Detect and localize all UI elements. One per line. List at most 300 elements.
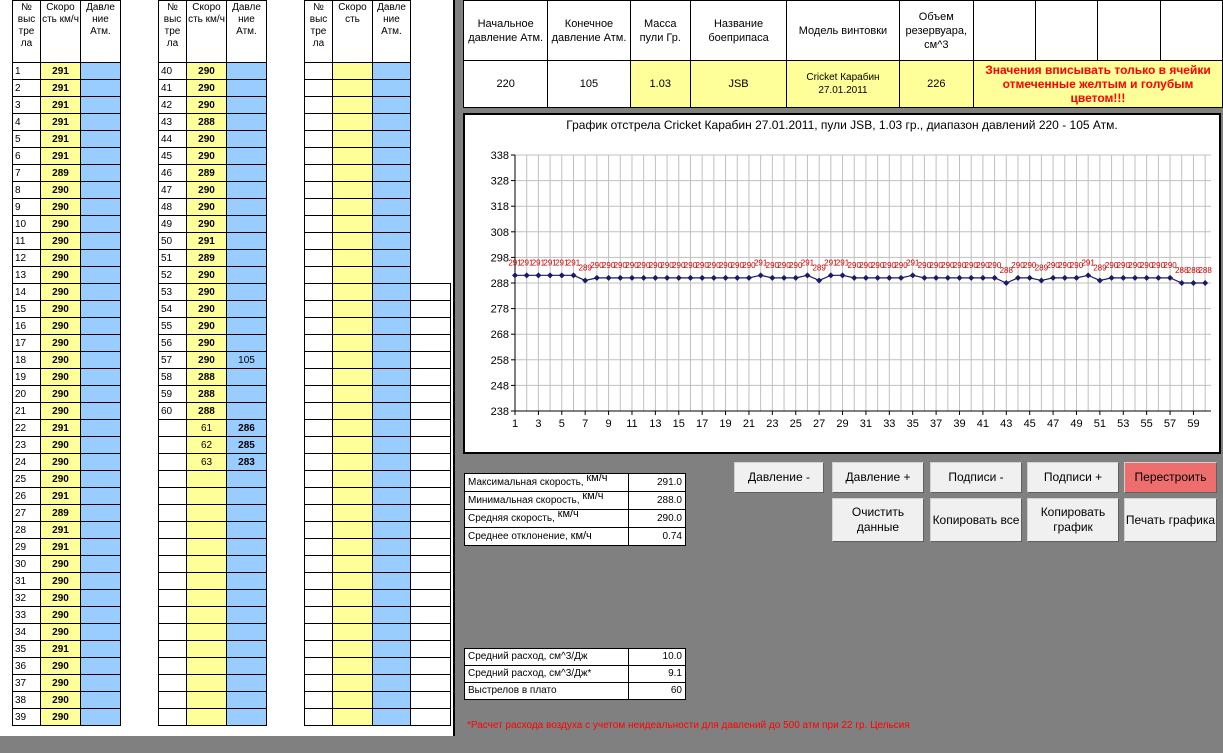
shot-speed-cell[interactable]: 291: [41, 539, 81, 556]
shot-speed-cell[interactable]: [333, 233, 373, 250]
shot-pressure-cell[interactable]: [373, 284, 411, 301]
shot-speed-cell[interactable]: 290: [41, 454, 81, 471]
shot-pressure-cell[interactable]: [227, 573, 267, 590]
shot-number: 32: [13, 590, 41, 607]
shot-speed-cell[interactable]: [333, 573, 373, 590]
spacer: [267, 233, 305, 250]
shot-pressure-cell[interactable]: [81, 454, 121, 471]
shot-speed-cell[interactable]: [333, 352, 373, 369]
shot-speed-cell[interactable]: 289: [41, 505, 81, 522]
shot-speed-cell[interactable]: 290: [41, 318, 81, 335]
shot-speed-cell[interactable]: 289: [41, 165, 81, 182]
shot-speed-cell[interactable]: 290: [41, 556, 81, 573]
data-point: [851, 275, 857, 281]
spacer: [267, 590, 305, 607]
shot-speed-cell[interactable]: [187, 658, 227, 675]
consumption-table: [464, 648, 686, 700]
x-tick-label: 29: [836, 418, 849, 430]
empty-cell: [1098, 1, 1160, 61]
spacer: [411, 709, 451, 726]
shot-speed-cell[interactable]: [187, 539, 227, 556]
shot-speed-cell[interactable]: [333, 148, 373, 165]
shot-pressure-cell[interactable]: [227, 403, 267, 420]
shot-pressure-cell[interactable]: [373, 250, 411, 267]
shot-speed-cell[interactable]: 290: [41, 590, 81, 607]
shot-pressure-cell[interactable]: [81, 607, 121, 624]
shot-pressure-cell[interactable]: [227, 267, 267, 284]
spacer: [411, 182, 451, 199]
shot-speed-cell[interactable]: [333, 114, 373, 131]
shot-speed-cell[interactable]: 290: [41, 250, 81, 267]
param-tank-volume[interactable]: 226: [899, 61, 973, 108]
shot-pressure-cell[interactable]: [227, 63, 267, 80]
shot-speed-cell[interactable]: 290: [187, 182, 227, 199]
shot-pressure-cell[interactable]: [227, 284, 267, 301]
shot-speed-cell[interactable]: 290: [41, 709, 81, 726]
shot-speed-cell[interactable]: 290: [41, 624, 81, 641]
print-chart-button[interactable]: Печать графика: [1124, 498, 1217, 542]
spacer: [411, 335, 451, 352]
shot-number: [159, 420, 187, 437]
shot-pressure-cell[interactable]: [81, 80, 121, 97]
shot-speed-cell[interactable]: 290: [187, 267, 227, 284]
shot-pressure-cell[interactable]: [227, 522, 267, 539]
param-rifle-model[interactable]: Cricket Карабин 27.01.2011: [787, 61, 899, 108]
spacer: [267, 641, 305, 658]
shot-speed-cell[interactable]: 290: [187, 148, 227, 165]
data-label: 288: [1175, 266, 1189, 275]
shot-speed-cell[interactable]: [333, 556, 373, 573]
shot-pressure-cell[interactable]: [373, 80, 411, 97]
shot-speed-cell[interactable]: 291: [41, 80, 81, 97]
shot-speed-cell[interactable]: 290: [41, 233, 81, 250]
shot-pressure-cell[interactable]: [373, 420, 411, 437]
shot-speed-cell[interactable]: 290: [41, 284, 81, 301]
shot-pressure-cell[interactable]: [373, 590, 411, 607]
shot-pressure-cell[interactable]: [227, 199, 267, 216]
data-point: [957, 275, 963, 281]
shot-pressure-cell[interactable]: [81, 488, 121, 505]
shot-pressure-cell[interactable]: [81, 386, 121, 403]
shot-speed-cell[interactable]: [333, 675, 373, 692]
labels-plus-button[interactable]: Подписи +: [1027, 462, 1119, 493]
shot-speed-cell[interactable]: 291: [41, 420, 81, 437]
shot-speed-cell[interactable]: 62: [187, 437, 227, 454]
shot-pressure-cell[interactable]: [81, 182, 121, 199]
rebuild-button[interactable]: Перестроить: [1124, 462, 1217, 493]
shot-speed-cell[interactable]: 291: [41, 522, 81, 539]
spacer: [411, 488, 451, 505]
shot-number: [305, 386, 333, 403]
shot-speed-cell[interactable]: 288: [187, 369, 227, 386]
clear-data-button[interactable]: Очистить данные: [832, 498, 924, 542]
shot-pressure-cell[interactable]: [227, 131, 267, 148]
x-tick-label: 1: [511, 418, 519, 430]
shot-pressure-cell[interactable]: [227, 335, 267, 352]
x-tick-label: 17: [696, 418, 709, 430]
shot-pressure-cell[interactable]: [373, 471, 411, 488]
shot-speed-cell[interactable]: 290: [187, 199, 227, 216]
shot-pressure-cell[interactable]: [81, 97, 121, 114]
shot-speed-cell[interactable]: [333, 420, 373, 437]
shot-speed-cell[interactable]: [187, 590, 227, 607]
shot-speed-cell[interactable]: 289: [187, 165, 227, 182]
shot-pressure-cell[interactable]: [373, 539, 411, 556]
table-row: [13, 318, 451, 335]
shot-speed-cell[interactable]: 290: [41, 675, 81, 692]
shot-speed-cell[interactable]: [333, 199, 373, 216]
shot-pressure-cell[interactable]: [227, 607, 267, 624]
shot-speed-cell[interactable]: 290: [187, 63, 227, 80]
shot-pressure-cell[interactable]: [373, 658, 411, 675]
data-label: 291: [753, 258, 768, 268]
shot-pressure-cell[interactable]: [373, 369, 411, 386]
param-bullet-mass[interactable]: 1.03: [630, 61, 690, 108]
shot-speed-cell[interactable]: 290: [41, 607, 81, 624]
shot-speed-cell[interactable]: [333, 624, 373, 641]
shot-number: 30: [13, 556, 41, 573]
data-point: [840, 272, 846, 278]
shot-pressure-cell[interactable]: [81, 403, 121, 420]
shot-pressure-cell[interactable]: [227, 556, 267, 573]
shot-pressure-cell[interactable]: [373, 709, 411, 726]
shot-speed-cell[interactable]: [333, 607, 373, 624]
param-start-pressure[interactable]: 220: [464, 61, 548, 108]
shot-pressure-cell[interactable]: [81, 641, 121, 658]
shot-speed-cell[interactable]: [333, 454, 373, 471]
shot-speed-cell[interactable]: 290: [187, 352, 227, 369]
shot-pressure-cell[interactable]: [81, 556, 121, 573]
shot-speed-cell[interactable]: [187, 573, 227, 590]
spacer: [267, 131, 305, 148]
shot-speed-cell[interactable]: [333, 80, 373, 97]
shot-pressure-cell[interactable]: [81, 471, 121, 488]
shot-pressure-cell[interactable]: 283: [227, 454, 267, 471]
data-point: [641, 275, 647, 281]
shot-speed-cell[interactable]: [333, 250, 373, 267]
param-end-pressure[interactable]: 105: [548, 61, 630, 108]
shot-pressure-cell[interactable]: [373, 97, 411, 114]
spacer: [267, 624, 305, 641]
shot-speed-cell[interactable]: 290: [187, 131, 227, 148]
shot-speed-cell[interactable]: [333, 709, 373, 726]
shot-pressure-cell[interactable]: [373, 454, 411, 471]
shot-pressure-cell[interactable]: [373, 505, 411, 522]
shot-pressure-cell[interactable]: [373, 301, 411, 318]
shot-pressure-cell[interactable]: [227, 369, 267, 386]
x-tick-label: 23: [766, 418, 779, 430]
shot-pressure-cell[interactable]: [81, 131, 121, 148]
shot-speed-cell[interactable]: [333, 301, 373, 318]
shot-pressure-cell[interactable]: [373, 488, 411, 505]
x-tick-label: 43: [1000, 418, 1013, 430]
shot-pressure-cell[interactable]: [81, 165, 121, 182]
shot-pressure-cell[interactable]: [81, 148, 121, 165]
shot-number: [305, 658, 333, 675]
shot-pressure-cell[interactable]: [227, 318, 267, 335]
shot-pressure-cell[interactable]: [227, 675, 267, 692]
shot-speed-cell[interactable]: 290: [41, 216, 81, 233]
shot-pressure-cell[interactable]: [227, 114, 267, 131]
shot-pressure-cell[interactable]: 105: [227, 352, 267, 369]
shot-pressure-cell[interactable]: [227, 301, 267, 318]
shot-speed-cell[interactable]: 290: [187, 335, 227, 352]
shot-number: 46: [159, 165, 187, 182]
shot-speed-cell[interactable]: 290: [41, 182, 81, 199]
table-row: [13, 284, 451, 301]
shot-number: 60: [159, 403, 187, 420]
shot-speed-cell[interactable]: 290: [41, 658, 81, 675]
shot-speed-cell[interactable]: [333, 437, 373, 454]
shot-pressure-cell[interactable]: [227, 488, 267, 505]
shot-speed-cell[interactable]: 290: [187, 318, 227, 335]
shot-pressure-cell[interactable]: [81, 318, 121, 335]
pressure-plus-button[interactable]: Давление +: [832, 462, 924, 493]
shot-speed-cell[interactable]: 290: [41, 352, 81, 369]
shot-speed-cell[interactable]: 290: [187, 301, 227, 318]
shot-number: 12: [13, 250, 41, 267]
data-point: [1190, 280, 1196, 286]
shot-speed-cell[interactable]: [333, 165, 373, 182]
shot-pressure-cell[interactable]: [81, 573, 121, 590]
shot-speed-cell[interactable]: [333, 335, 373, 352]
table-row: [13, 624, 451, 641]
data-point: [1202, 280, 1208, 286]
shot-pressure-cell[interactable]: [373, 352, 411, 369]
shot-pressure-cell[interactable]: [227, 471, 267, 488]
shot-pressure-cell[interactable]: [373, 165, 411, 182]
shot-pressure-cell[interactable]: [373, 63, 411, 80]
shot-speed-cell[interactable]: 290: [187, 284, 227, 301]
shot-speed-cell[interactable]: 288: [187, 386, 227, 403]
shot-speed-cell[interactable]: [333, 692, 373, 709]
spacer: [267, 437, 305, 454]
shot-pressure-cell[interactable]: [227, 658, 267, 675]
shot-pressure-cell[interactable]: [373, 556, 411, 573]
shot-speed-cell[interactable]: [333, 522, 373, 539]
shot-speed-cell[interactable]: [333, 539, 373, 556]
shot-number: [305, 335, 333, 352]
shot-speed-cell[interactable]: 290: [41, 471, 81, 488]
shot-speed-cell[interactable]: 290: [41, 437, 81, 454]
shot-speed-cell[interactable]: 290: [41, 301, 81, 318]
shot-pressure-cell[interactable]: [81, 114, 121, 131]
shot-speed-cell[interactable]: 291: [41, 488, 81, 505]
shot-pressure-cell[interactable]: [373, 437, 411, 454]
shot-pressure-cell[interactable]: [81, 199, 121, 216]
shot-speed-cell[interactable]: 290: [41, 403, 81, 420]
shot-pressure-cell[interactable]: [373, 114, 411, 131]
shot-speed-cell[interactable]: [187, 624, 227, 641]
shot-pressure-cell[interactable]: [81, 420, 121, 437]
shot-pressure-cell[interactable]: [373, 335, 411, 352]
param-ammo-name[interactable]: JSB: [690, 61, 786, 108]
data-point: [804, 272, 810, 278]
shot-pressure-cell[interactable]: [81, 369, 121, 386]
shot-pressure-cell[interactable]: [227, 505, 267, 522]
shot-pressure-cell[interactable]: [81, 624, 121, 641]
shot-pressure-cell[interactable]: [373, 573, 411, 590]
shot-speed-cell[interactable]: [333, 658, 373, 675]
shot-pressure-cell[interactable]: [227, 641, 267, 658]
shot-pressure-cell[interactable]: [373, 607, 411, 624]
shot-speed-cell[interactable]: [187, 488, 227, 505]
shot-pressure-cell[interactable]: [227, 590, 267, 607]
shot-number: 11: [13, 233, 41, 250]
shot-pressure-cell[interactable]: [81, 267, 121, 284]
shot-pressure-cell[interactable]: [373, 233, 411, 250]
shot-pressure-cell[interactable]: [373, 522, 411, 539]
shot-pressure-cell[interactable]: [81, 437, 121, 454]
data-label: 289: [1034, 263, 1049, 273]
shot-pressure-cell[interactable]: [81, 522, 121, 539]
shot-speed-cell[interactable]: [333, 505, 373, 522]
shot-pressure-cell[interactable]: [373, 692, 411, 709]
shot-speed-cell[interactable]: [333, 131, 373, 148]
shot-speed-cell[interactable]: [333, 488, 373, 505]
shot-pressure-cell[interactable]: [373, 318, 411, 335]
shot-speed-cell[interactable]: 291: [187, 233, 227, 250]
shot-pressure-cell[interactable]: [373, 624, 411, 641]
shot-speed-cell[interactable]: 290: [187, 97, 227, 114]
shot-speed-cell[interactable]: 290: [41, 267, 81, 284]
shot-pressure-cell[interactable]: [227, 80, 267, 97]
shot-pressure-cell[interactable]: [227, 182, 267, 199]
shot-pressure-cell[interactable]: [227, 165, 267, 182]
shot-speed-cell[interactable]: [187, 607, 227, 624]
shot-pressure-cell[interactable]: 285: [227, 437, 267, 454]
shot-pressure-cell[interactable]: [373, 182, 411, 199]
shot-speed-cell[interactable]: [333, 403, 373, 420]
shot-pressure-cell[interactable]: [81, 216, 121, 233]
shot-speed-cell[interactable]: 288: [187, 114, 227, 131]
shot-speed-cell[interactable]: [187, 709, 227, 726]
shot-speed-cell[interactable]: [187, 556, 227, 573]
shot-pressure-cell[interactable]: [81, 590, 121, 607]
shot-pressure-cell[interactable]: [81, 709, 121, 726]
shot-pressure-cell[interactable]: [227, 692, 267, 709]
shot-speed-cell[interactable]: [333, 216, 373, 233]
shot-speed-cell[interactable]: 61: [187, 420, 227, 437]
shot-speed-cell[interactable]: [187, 692, 227, 709]
shot-pressure-cell[interactable]: [373, 403, 411, 420]
shot-speed-cell[interactable]: [333, 267, 373, 284]
x-tick-label: 39: [953, 418, 966, 430]
shot-pressure-cell[interactable]: [81, 63, 121, 80]
shot-speed-cell[interactable]: 291: [41, 63, 81, 80]
x-tick-label: 19: [719, 418, 732, 430]
shot-pressure-cell[interactable]: [227, 709, 267, 726]
pressure-minus-button[interactable]: Давление -: [734, 462, 824, 493]
shot-speed-cell[interactable]: 290: [187, 80, 227, 97]
shot-speed-cell[interactable]: [333, 284, 373, 301]
shot-pressure-cell[interactable]: [227, 250, 267, 267]
shot-speed-cell[interactable]: 290: [41, 573, 81, 590]
shot-pressure-cell[interactable]: [373, 386, 411, 403]
shot-speed-cell[interactable]: 290: [41, 335, 81, 352]
shot-speed-cell[interactable]: [333, 590, 373, 607]
labels-minus-button[interactable]: Подписи -: [930, 462, 1022, 493]
shot-pressure-cell[interactable]: [373, 199, 411, 216]
shot-pressure-cell[interactable]: [227, 216, 267, 233]
shot-pressure-cell[interactable]: [81, 352, 121, 369]
shot-speed-cell[interactable]: [333, 97, 373, 114]
shot-speed-cell[interactable]: 291: [41, 97, 81, 114]
shot-speed-cell[interactable]: 291: [41, 148, 81, 165]
shot-speed-cell[interactable]: 290: [41, 199, 81, 216]
shot-pressure-cell[interactable]: [81, 658, 121, 675]
shot-pressure-cell[interactable]: [81, 284, 121, 301]
shot-speed-cell[interactable]: 288: [187, 403, 227, 420]
x-tick-label: 9: [605, 418, 612, 430]
shot-pressure-cell[interactable]: [81, 692, 121, 709]
shot-pressure-cell[interactable]: [373, 131, 411, 148]
copy-all-button[interactable]: Копировать все: [930, 498, 1022, 542]
shot-pressure-cell[interactable]: [227, 386, 267, 403]
shot-speed-cell[interactable]: [187, 641, 227, 658]
shot-speed-cell[interactable]: [187, 522, 227, 539]
shot-pressure-cell[interactable]: [227, 539, 267, 556]
shot-pressure-cell[interactable]: [81, 250, 121, 267]
spacer: [267, 1, 305, 63]
shot-pressure-cell[interactable]: [81, 335, 121, 352]
shot-pressure-cell[interactable]: [227, 624, 267, 641]
shot-speed-cell[interactable]: [187, 675, 227, 692]
shot-pressure-cell[interactable]: [373, 148, 411, 165]
shot-speed-cell[interactable]: [187, 505, 227, 522]
shot-speed-cell[interactable]: [333, 63, 373, 80]
shot-speed-cell[interactable]: [333, 471, 373, 488]
spacer: [411, 420, 451, 437]
shot-pressure-cell[interactable]: [227, 148, 267, 165]
shot-pressure-cell[interactable]: [81, 301, 121, 318]
copy-chart-button[interactable]: Копировать график: [1027, 498, 1119, 542]
shot-pressure-cell[interactable]: [81, 539, 121, 556]
shot-pressure-cell[interactable]: [81, 505, 121, 522]
shot-speed-cell[interactable]: [333, 386, 373, 403]
data-label: 289: [578, 263, 592, 273]
shot-speed-cell[interactable]: 290: [41, 369, 81, 386]
shot-pressure-cell[interactable]: [227, 233, 267, 250]
data-point: [1109, 275, 1115, 281]
shot-speed-cell[interactable]: 290: [41, 692, 81, 709]
shot-pressure-cell[interactable]: [227, 97, 267, 114]
table-row: [13, 488, 451, 505]
data-point: [1167, 275, 1173, 281]
shot-speed-cell[interactable]: 290: [41, 386, 81, 403]
shot-speed-cell[interactable]: 289: [187, 250, 227, 267]
shot-pressure-cell[interactable]: [373, 675, 411, 692]
shot-speed-cell[interactable]: [187, 471, 227, 488]
shot-speed-cell[interactable]: [333, 182, 373, 199]
shot-pressure-cell[interactable]: [373, 267, 411, 284]
shot-pressure-cell[interactable]: [81, 233, 121, 250]
shot-speed-cell[interactable]: [333, 318, 373, 335]
shot-speed-cell[interactable]: 63: [187, 454, 227, 471]
shot-speed-cell[interactable]: 290: [187, 216, 227, 233]
shot-pressure-cell[interactable]: [373, 641, 411, 658]
shot-speed-cell[interactable]: 291: [41, 114, 81, 131]
shot-pressure-cell[interactable]: 286: [227, 420, 267, 437]
shot-pressure-cell[interactable]: [373, 216, 411, 233]
shot-number: [305, 709, 333, 726]
shot-speed-cell[interactable]: 291: [41, 641, 81, 658]
data-point: [746, 275, 752, 281]
shot-speed-cell[interactable]: [333, 641, 373, 658]
shot-speed-cell[interactable]: 291: [41, 131, 81, 148]
shot-pressure-cell[interactable]: [81, 675, 121, 692]
shot-speed-cell[interactable]: [333, 369, 373, 386]
